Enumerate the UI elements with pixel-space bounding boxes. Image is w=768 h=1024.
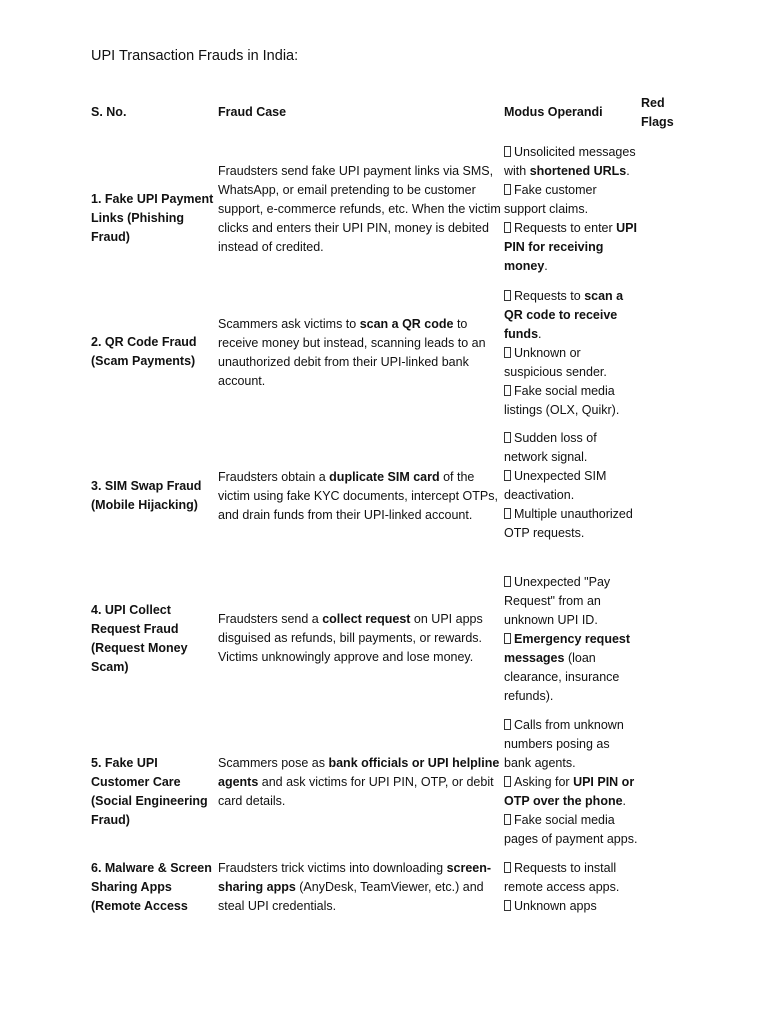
header-red-flags-line1: Red xyxy=(641,96,665,110)
row-4-sno: 4. UPI Collect Request Fraud (Request Money Scam) xyxy=(91,603,188,674)
bullet-icon xyxy=(504,633,511,644)
modus-operandi-item xyxy=(504,811,640,849)
bullet-icon xyxy=(504,862,511,873)
modus-operandi-text-run: Unexpected "Pay Request" from an unknown UPI ID. xyxy=(504,575,611,627)
bullet-icon xyxy=(504,776,511,787)
modus-operandi-text-run: . xyxy=(622,794,627,808)
fraud-case-text-run: on UPI apps disguised as refunds, bill payments, or rewards. Victims unknowingly approve and lose money. xyxy=(218,612,483,664)
row-1-modus-operandi xyxy=(504,143,640,276)
modus-operandi-text-run: Sudden loss of network signal. xyxy=(504,431,597,464)
row-5-fraud-case xyxy=(218,754,504,811)
modus-operandi-item xyxy=(504,382,640,420)
modus-operandi-text-run: . xyxy=(538,327,542,341)
modus-operandi-text-run: Requests to enter xyxy=(514,221,617,235)
modus-operandi-text-run: Multiple unauthorized OTP requests. xyxy=(504,507,633,540)
modus-operandi-item xyxy=(504,773,640,811)
header-red-flags xyxy=(641,94,701,132)
modus-operandi-text-run: Unexpected SIM deactivation. xyxy=(504,469,607,502)
modus-operandi-text-run: Fake customer support claims. xyxy=(504,183,597,216)
modus-operandi-text-run: Unknown apps xyxy=(514,899,597,913)
bullet-icon xyxy=(504,347,511,358)
modus-operandi-text-run: Fake social media pages of payment apps. xyxy=(504,813,638,846)
header-modus-operandi: Modus Operandi xyxy=(504,105,603,119)
header-sno: S. No. xyxy=(91,105,127,119)
modus-operandi-item xyxy=(504,344,640,382)
bullet-icon xyxy=(504,146,511,157)
fraud-case-text-run: collect request xyxy=(322,612,411,626)
document-title: UPI Transaction Frauds in India: xyxy=(91,48,299,64)
bullet-icon xyxy=(504,385,511,396)
modus-operandi-text-run: Fake social media listings (OLX, Quikr). xyxy=(504,384,620,417)
bullet-icon xyxy=(504,814,511,825)
bullet-icon xyxy=(504,184,511,195)
modus-operandi-text-run: UPI PIN for receiving money xyxy=(504,221,637,273)
modus-operandi-text-run: Unsolicited messages with xyxy=(504,145,636,178)
bullet-icon xyxy=(504,576,511,587)
modus-operandi-text-run: . xyxy=(544,259,548,273)
fraud-case-text-run: bank officials or UPI helpline agents xyxy=(218,756,500,789)
modus-operandi-item xyxy=(504,630,640,706)
row-5-sno: 5. Fake UPI Customer Care (Social Engineering Fraud) xyxy=(91,756,208,827)
modus-operandi-item xyxy=(504,897,640,916)
row-5-modus-operandi xyxy=(504,716,640,849)
fraud-case-text-run: screen-sharing apps xyxy=(218,861,492,894)
modus-operandi-text-run: Calls from unknown numbers posing as bank agents. xyxy=(504,718,624,770)
row-3-modus-operandi xyxy=(504,429,640,543)
fraud-case-text-run: Scammers ask victims to xyxy=(218,317,360,331)
row-1-sno: 1. Fake UPI Payment Links (Phishing Fraud) xyxy=(91,192,214,244)
modus-operandi-text-run: shortened URLs xyxy=(529,164,627,178)
row-6-modus-operandi xyxy=(504,859,640,916)
modus-operandi-item xyxy=(504,287,640,344)
bullet-icon xyxy=(504,508,511,519)
modus-operandi-item xyxy=(504,859,640,897)
bullet-icon xyxy=(504,719,511,730)
fraud-case-text-run: to receive money but instead, scanning leads to an unauthorized debit from their UPI-linked bank account. xyxy=(218,317,486,388)
modus-operandi-text-run: Asking for xyxy=(514,775,574,789)
modus-operandi-item xyxy=(504,505,640,543)
modus-operandi-text-run: Requests to install remote access apps. xyxy=(504,861,620,894)
fraud-case-text-run: Fraudsters obtain a xyxy=(218,470,330,484)
modus-operandi-text-run: UPI PIN or OTP over the phone xyxy=(504,775,635,808)
row-2-fraud-case xyxy=(218,315,504,391)
fraud-case-text-run: (AnyDesk, TeamViewer, etc.) and steal UPI credentials. xyxy=(218,880,484,913)
bullet-icon xyxy=(504,900,511,911)
fraud-case-text-run: Fraudsters send fake UPI payment links via SMS, WhatsApp, or email pretending to be customer support, e-commerce refunds, etc. When the victim clicks and enters their UPI PIN, money is debited instead of credited. xyxy=(218,164,501,254)
row-4-fraud-case xyxy=(218,610,504,667)
fraud-case-text-run: of the victim using fake KYC documents, intercept OTPs, and drain funds from their UPI-linked account. xyxy=(218,470,498,522)
modus-operandi-item xyxy=(504,219,640,276)
modus-operandi-text-run: Unknown or suspicious sender. xyxy=(504,346,607,379)
fraud-case-text-run: Fraudsters trick victims into downloading xyxy=(218,861,447,875)
modus-operandi-text-run: (loan clearance, insurance refunds). xyxy=(504,651,620,703)
modus-operandi-item xyxy=(504,143,640,181)
bullet-icon xyxy=(504,432,511,443)
modus-operandi-text-run: . xyxy=(626,164,630,178)
fraud-case-text-run: duplicate SIM card xyxy=(329,470,440,484)
row-2-sno: 2. QR Code Fraud (Scam Payments) xyxy=(91,335,197,368)
modus-operandi-item xyxy=(504,429,640,467)
row-3-sno: 3. SIM Swap Fraud (Mobile Hijacking) xyxy=(91,479,202,512)
bullet-icon xyxy=(504,290,511,301)
fraud-case-text-run: Fraudsters send a xyxy=(218,612,323,626)
modus-operandi-text-run: Emergency request messages xyxy=(504,632,631,665)
bullet-icon xyxy=(504,470,511,481)
row-6-sno: 6. Malware & Screen Sharing Apps (Remote Access xyxy=(91,861,212,913)
bullet-icon xyxy=(504,222,511,233)
modus-operandi-text-run: scan a QR code to receive funds xyxy=(504,289,624,341)
fraud-case-text-run: Scammers pose as xyxy=(218,756,329,770)
row-4-modus-operandi xyxy=(504,573,640,706)
row-2-modus-operandi xyxy=(504,287,640,420)
row-3-fraud-case xyxy=(218,468,504,525)
header-red-flags-line2: Flags xyxy=(641,115,674,129)
fraud-case-text-run: scan a QR code xyxy=(359,317,454,331)
modus-operandi-item xyxy=(504,716,640,773)
row-6-fraud-case xyxy=(218,859,504,916)
row-1-fraud-case xyxy=(218,162,504,257)
header-fraud-case: Fraud Case xyxy=(218,105,287,119)
modus-operandi-item xyxy=(504,181,640,219)
modus-operandi-text-run: Requests to xyxy=(514,289,585,303)
modus-operandi-item xyxy=(504,467,640,505)
modus-operandi-item xyxy=(504,573,640,630)
fraud-case-text-run: and ask victims for UPI PIN, OTP, or debit card details. xyxy=(218,775,494,808)
